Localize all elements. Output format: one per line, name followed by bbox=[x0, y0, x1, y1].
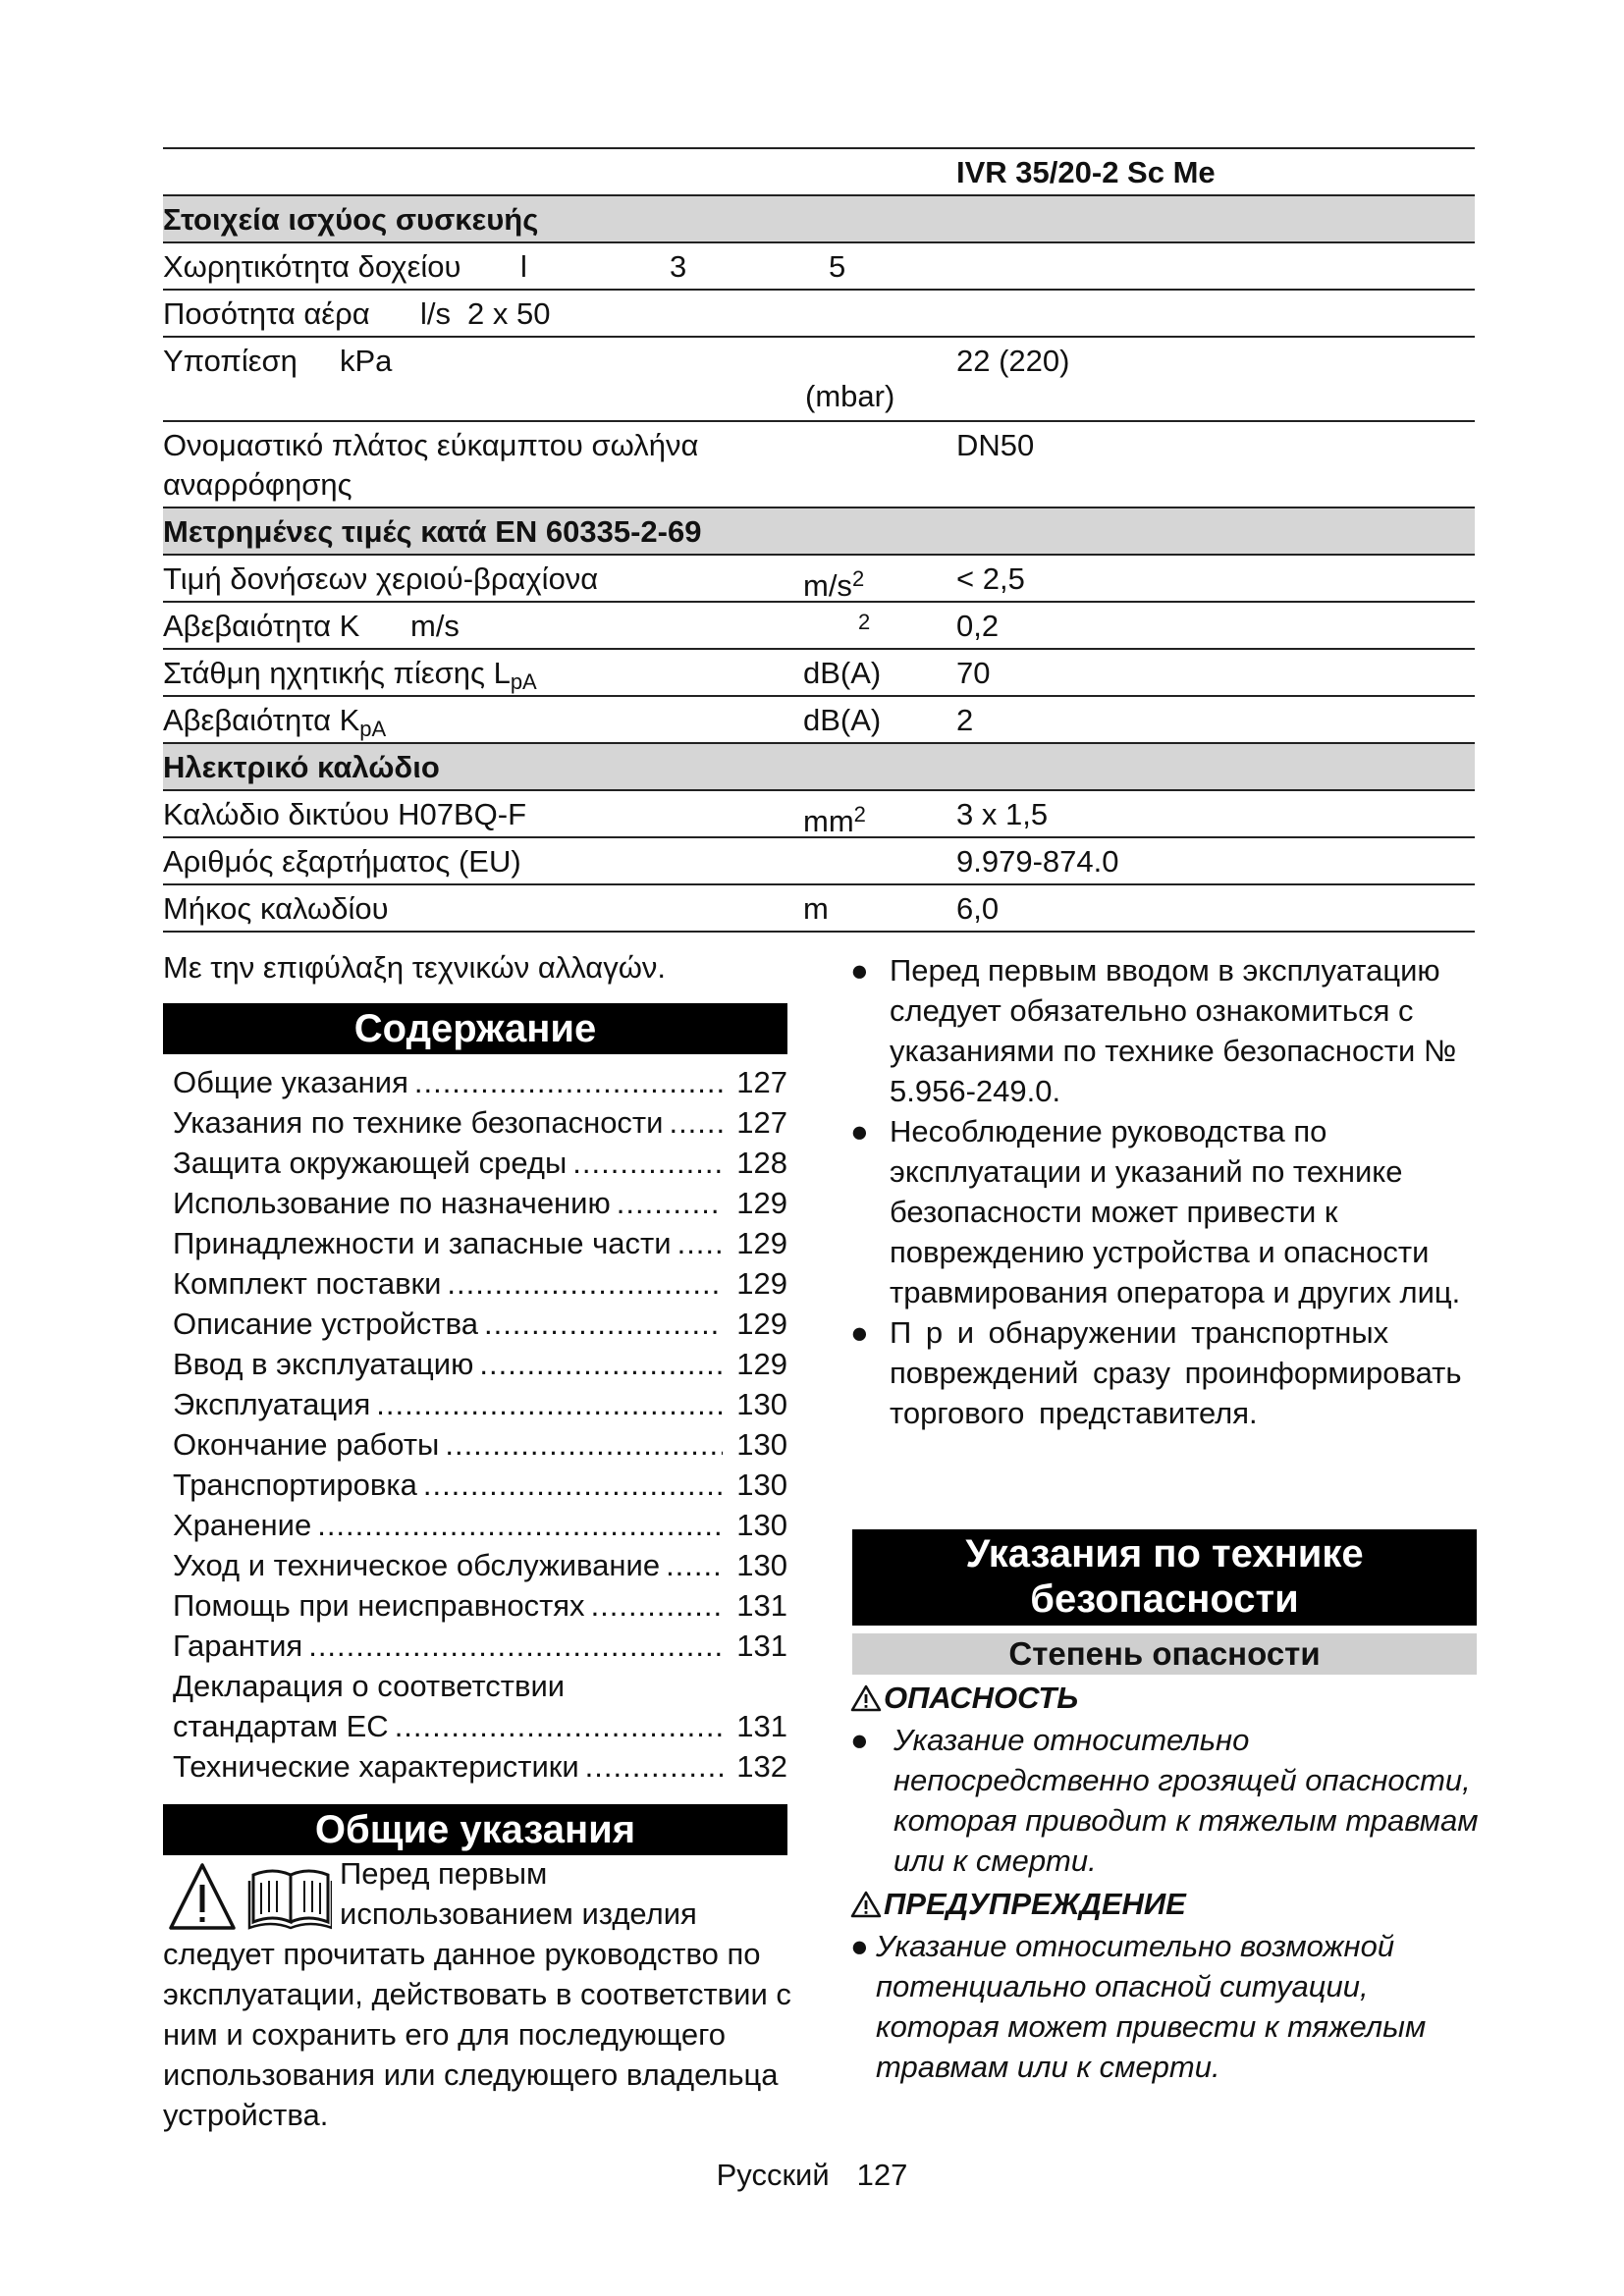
spec-value: 22 (220) bbox=[956, 344, 1070, 378]
spec-label: Μήκος καλωδίου bbox=[163, 891, 389, 926]
page-number: 127 bbox=[856, 2158, 908, 2192]
toc-item[interactable]: Общие указания ..... 127 bbox=[173, 1062, 787, 1102]
table-of-contents bbox=[173, 1062, 787, 1787]
general-notes-title: Общие указания bbox=[163, 1804, 787, 1855]
toc-item[interactable]: Использование по назначению ..... 129 bbox=[173, 1183, 787, 1223]
danger-levels-title: Степень опасности bbox=[852, 1633, 1477, 1675]
toc-item[interactable]: Гарантия ..... 131 bbox=[173, 1626, 787, 1666]
spec-value: < 2,5 bbox=[956, 561, 1025, 596]
spec-table bbox=[163, 147, 1475, 933]
section-title-power: Στοιχεία ισχύος συσκευής bbox=[163, 202, 539, 237]
toc-item[interactable]: Указания по технике безопасности ..... 127 bbox=[173, 1102, 787, 1143]
toc-title: Содержание bbox=[163, 1003, 787, 1054]
safety-section-title: Указания по технике безопасности bbox=[852, 1529, 1477, 1626]
spec-value: 0,2 bbox=[956, 609, 1000, 643]
toc-item[interactable]: Помощь при неисправностях ..... 131 bbox=[173, 1585, 787, 1626]
spec-unit: m bbox=[803, 891, 829, 926]
spec-unit: $m/s^2$ bbox=[803, 566, 865, 603]
spec-value: 3 x 1,5 bbox=[956, 797, 1049, 831]
spec-label: Στάθμη ηχητικής πίεσης $L_{pA}$ bbox=[163, 656, 537, 694]
spec-label: Τιμή δονήσεων χεριού-βραχίονα bbox=[163, 561, 599, 596]
warning-text: ● Указание относительно возможной потенциально опасной ситуации, которая может привести к тяжелым травмам или к смерти. bbox=[850, 1929, 1427, 2084]
spec-header-row bbox=[163, 147, 1475, 194]
spec-value: DN50 bbox=[956, 428, 1035, 462]
footer-language: Русский bbox=[716, 2158, 830, 2192]
warning-heading: ПРЕДУПРЕЖДЕНИЕ bbox=[850, 1887, 1186, 1922]
spec-section-title bbox=[163, 742, 1475, 789]
spec-label: Αβεβαιότητα $K_{pA}$ bbox=[163, 703, 387, 741]
spec-value: 70 bbox=[956, 656, 991, 690]
intro-bullets bbox=[846, 950, 1475, 1433]
spec-row bbox=[163, 289, 1475, 336]
spec-row bbox=[163, 420, 1475, 507]
spec-unit: l bbox=[520, 249, 527, 284]
spec-row bbox=[163, 554, 1475, 601]
toc-item[interactable]: Технические характеристики ..... 132 bbox=[173, 1746, 787, 1787]
spec-value-2: 5 bbox=[829, 249, 846, 284]
spec-label: Χωρητικότητα δοχείου bbox=[163, 249, 461, 284]
warning-triangle-icon bbox=[850, 1891, 882, 1918]
general-notes-text: Перед первым использованием изделия следует прочитать данное руководство по эксплуатации, действовать в соответствии с ним и сохранить его для последующего использования или следующего владельца устройства. bbox=[163, 1856, 791, 2132]
spec-label: Καλώδιο δικτύου H07BQ-F bbox=[163, 797, 527, 831]
spec-label: Υποπίεση bbox=[163, 344, 298, 378]
spec-row bbox=[163, 601, 1475, 648]
spec-row bbox=[163, 336, 1475, 420]
section-title-measured: Μετρημένες τιμές κατά EN 60335-2-69 bbox=[163, 514, 702, 549]
section-title-cable: Ηλεκτρικό καλώδιο bbox=[163, 750, 440, 784]
technical-changes-note: Με την επιφύλαξη τεχνικών αλλαγών. bbox=[163, 950, 667, 985]
toc-item[interactable]: Комплект поставки ..... 129 bbox=[173, 1263, 787, 1304]
spec-row bbox=[163, 789, 1475, 836]
spec-unit: l/s bbox=[420, 296, 451, 331]
spec-label: Αβεβαιότητα K bbox=[163, 609, 360, 643]
toc-item[interactable]: Ввод в эксплуатацию ..... 129 bbox=[173, 1344, 787, 1384]
spec-label: Ποσότητα αέρα bbox=[163, 296, 370, 331]
list-item: ● Перед первым вводом в эксплуатацию следует обязательно ознакомиться с указаниями по технике безопасности № 5.956-249.0. bbox=[850, 953, 1457, 1108]
spec-unit: kPa bbox=[340, 344, 393, 378]
list-item: ● Несоблюдение руководства по эксплуатации и указаний по технике безопасности может привести к повреждению устройства и опасности травмирования оператора и других лиц. bbox=[850, 1114, 1461, 1309]
spec-unit-sup: 2 bbox=[858, 610, 871, 634]
spec-row bbox=[163, 241, 1475, 289]
spec-value: 9.979-874.0 bbox=[956, 844, 1119, 879]
warning-triangle-icon bbox=[850, 1684, 882, 1712]
danger-heading: ОПАСНОСТЬ bbox=[850, 1681, 1078, 1716]
spec-unit: dB(A) bbox=[803, 703, 882, 737]
spec-unit: m/s bbox=[410, 609, 460, 643]
spec-value: 3 bbox=[670, 249, 687, 284]
page-footer bbox=[0, 2158, 1624, 2193]
spec-section-title bbox=[163, 507, 1475, 554]
toc-item[interactable]: Защита окружающей среды ..... 128 bbox=[173, 1143, 787, 1183]
spec-value: 2 bbox=[956, 703, 974, 737]
toc-item[interactable]: Окончание работы ..... 130 bbox=[173, 1424, 787, 1465]
toc-item[interactable]: Декларация о соответствии стандартам ЕС ..... 131 bbox=[173, 1666, 787, 1746]
spec-unit-2: (mbar) bbox=[805, 379, 895, 413]
spec-row bbox=[163, 883, 1475, 933]
toc-item[interactable]: Описание устройства ..... 129 bbox=[173, 1304, 787, 1344]
spec-label: Αριθμός εξαρτήματος (EU) bbox=[163, 844, 521, 879]
toc-item[interactable]: Принадлежности и запасные части ..... 129 bbox=[173, 1223, 787, 1263]
model-name: IVR 35/20-2 Sc Me bbox=[956, 155, 1216, 189]
spec-row bbox=[163, 648, 1475, 695]
spec-unit: $mm^2$ bbox=[803, 802, 866, 838]
spec-value: 2 x 50 bbox=[467, 296, 551, 331]
toc-item[interactable]: Эксплуатация ..... 130 bbox=[173, 1384, 787, 1424]
spec-row bbox=[163, 836, 1475, 883]
spec-section-title bbox=[163, 194, 1475, 241]
spec-unit: dB(A) bbox=[803, 656, 882, 690]
spec-row bbox=[163, 695, 1475, 742]
toc-item[interactable]: Хранение ..... 130 bbox=[173, 1505, 787, 1545]
spec-label: Ονομαστικό πλάτος εύκαμπτου σωλήνα αναρρόφησης bbox=[163, 428, 699, 502]
list-item: ● П р и обнаружении транспортных повреждений сразу проинформировать торгового представителя. bbox=[850, 1315, 1462, 1430]
spec-value: 6,0 bbox=[956, 891, 1000, 926]
danger-text: ● Указание относительно непосредственно грозящей опасности, которая приводит к тяжелым травмам или к смерти. bbox=[850, 1723, 1479, 1878]
toc-item[interactable]: Уход и техническое обслуживание ..... 130 bbox=[173, 1545, 787, 1585]
toc-item[interactable]: Транспортировка ..... 130 bbox=[173, 1465, 787, 1505]
